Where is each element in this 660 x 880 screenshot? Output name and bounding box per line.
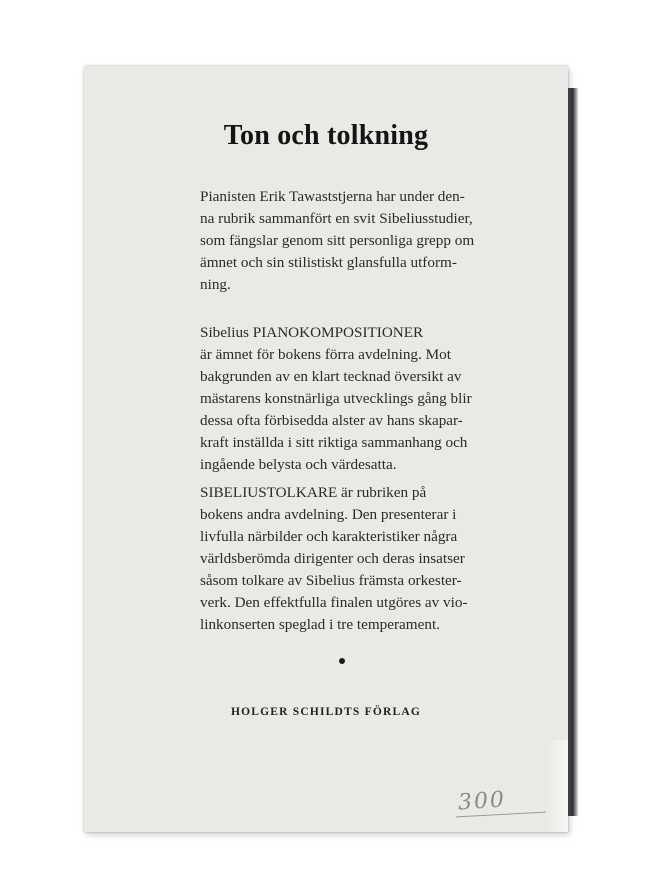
publisher-name: HOLGER SCHILDTS FÖRLAG bbox=[231, 706, 421, 718]
intro-line: Pianisten Erik Tawaststjerna har under den- bbox=[200, 188, 465, 205]
intro-line: ämnet och sin stilistiskt glansfulla utform- bbox=[200, 254, 457, 271]
book-back-cover bbox=[84, 66, 568, 832]
paragraph-line: SIBELIUSTOLKARE är rubriken på bbox=[200, 484, 427, 501]
paragraph-line: är ämnet för bokens förra avdelning. Mot bbox=[200, 346, 451, 363]
handwritten-price: 300 bbox=[457, 787, 507, 816]
intro-paragraph bbox=[200, 186, 538, 296]
interpreters-paragraph bbox=[200, 482, 538, 636]
paragraph-line: ingående belysta och värdesatta. bbox=[200, 456, 397, 473]
paragraph-line: linkonserten speglad i tre temperament. bbox=[200, 616, 440, 633]
paragraph-line: livfulla närbilder och karakteristiker några bbox=[200, 528, 458, 545]
intro-line: na rubrik sammanfört en svit Sibeliusstudier, bbox=[200, 210, 473, 227]
paragraph-line: världsberömda dirigenter och deras insatser bbox=[200, 550, 465, 567]
paragraph-line: dessa ofta förbisedda alster av hans skapar- bbox=[200, 412, 463, 429]
paragraph-line: bokens andra avdelning. Den presenterar i bbox=[200, 506, 457, 523]
intro-line: som fängslar genom sitt personliga grepp om bbox=[200, 232, 475, 249]
intro-line: ning. bbox=[200, 276, 231, 293]
paragraph-line: såsom tolkare av Sibelius främsta orkester- bbox=[200, 572, 462, 589]
paragraph-line: bakgrunden av en klart tecknad översikt av bbox=[200, 368, 462, 385]
paragraph-line: kraft inställda i sitt riktiga sammanhang och bbox=[200, 434, 468, 451]
worn-cover-edge bbox=[546, 740, 568, 832]
piano-compositions-paragraph bbox=[200, 322, 538, 476]
paragraph-line: verk. Den effektfulla finalen utgöres av vio- bbox=[200, 594, 468, 611]
cover-title: Ton och tolkning bbox=[223, 120, 429, 151]
paragraph-line: Sibelius PIANOKOMPOSITIONER bbox=[200, 324, 424, 341]
bullet-ornament bbox=[339, 658, 345, 664]
paragraph-line: mästarens konstnärliga utvecklings gång blir bbox=[200, 390, 472, 407]
